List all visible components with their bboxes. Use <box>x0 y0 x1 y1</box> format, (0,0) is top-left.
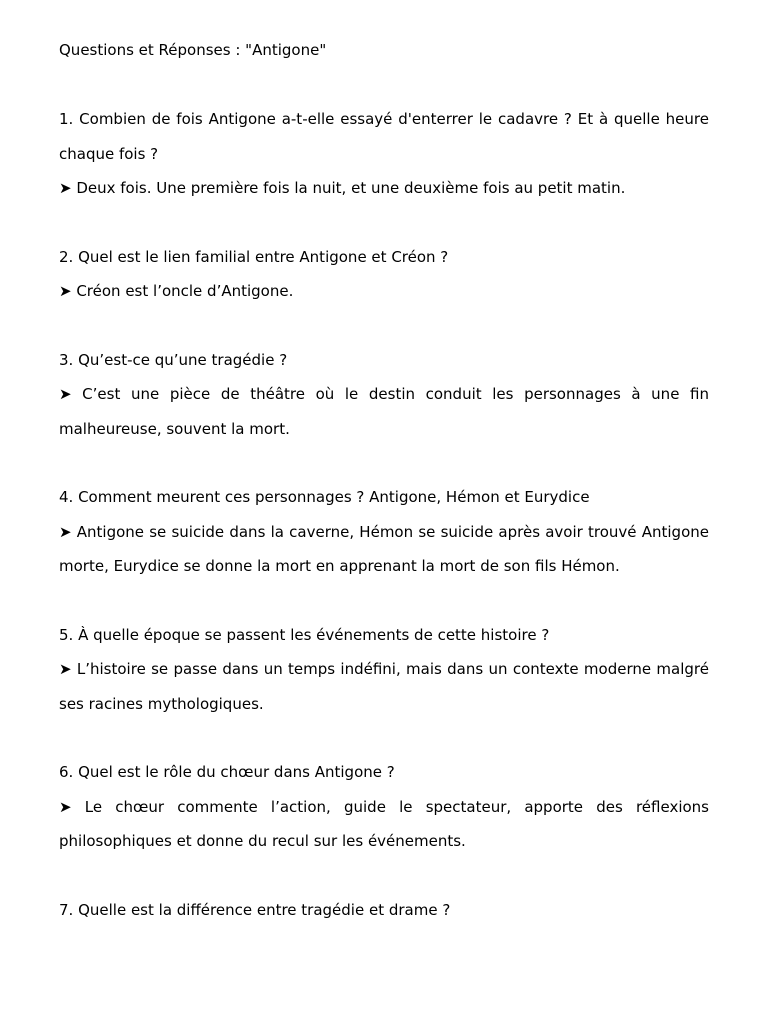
question-4: 4. Comment meurent ces personnages ? Antigone, Hémon et Eurydice <box>59 488 590 506</box>
answer-1: ➤ Deux fois. Une première fois la nuit, et une deuxième fois au petit matin. <box>59 179 626 197</box>
question-5: 5. À quelle époque se passent les événements de cette histoire ? <box>59 625 550 644</box>
qa-list <box>59 102 709 961</box>
qa-item-1 <box>59 102 709 206</box>
question-3: 3. Qu’est-ce qu’une tragédie ? <box>59 350 288 369</box>
answer-5: ➤ L’histoire se passe dans un temps indéfini, mais dans un contexte moderne malgré ses racines mythologiques. <box>59 660 709 713</box>
qa-item-5 <box>59 618 709 722</box>
document-title: Questions et Réponses : "Antigone" <box>59 41 327 59</box>
qa-item-6 <box>59 755 709 859</box>
qa-item-2 <box>59 240 709 309</box>
question-6: 6. Quel est le rôle du chœur dans Antigone ? <box>59 763 395 781</box>
qa-item-7 <box>59 893 709 928</box>
qa-item-3 <box>59 343 709 447</box>
question-2: 2. Quel est le lien familial entre Antigone et Créon ? <box>59 247 449 266</box>
question-7: 7. Quelle est la différence entre tragédie et drame ? <box>59 900 451 919</box>
answer-2: ➤ Créon est l’oncle d’Antigone. <box>59 282 294 300</box>
answer-4: ➤ Antigone se suicide dans la caverne, Hémon se suicide après avoir trouvé Antigone morte, Eurydice se donne la mort en apprenant la mort de son fils Hémon. <box>59 522 709 575</box>
qa-item-4 <box>59 480 709 584</box>
answer-3: ➤ C’est une pièce de théâtre où le destin conduit les personnages à une fin malheureuse, souvent la mort. <box>59 385 709 438</box>
answer-6: ➤ Le chœur commente l’action, guide le spectateur, apporte des réflexions philosophiques et donne du recul sur les événements. <box>59 797 709 850</box>
question-1: 1. Combien de fois Antigone a-t-elle essayé d'enterrer le cadavre ? Et à quelle heure chaque fois ? <box>59 110 709 163</box>
